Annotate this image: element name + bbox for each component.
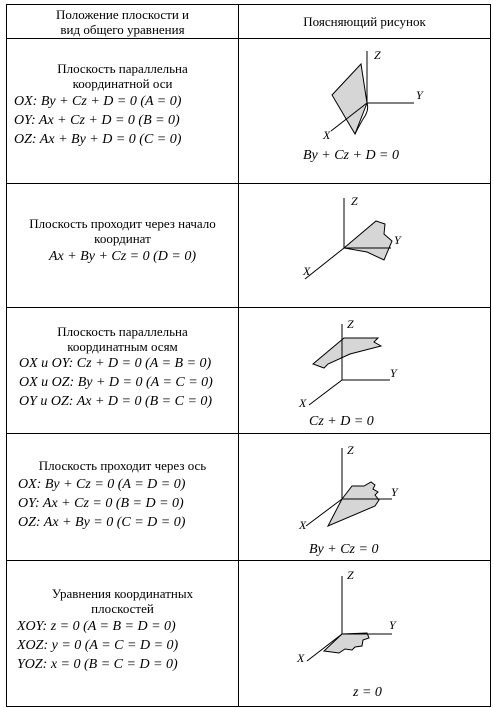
row5-title-line1: Уравнения координатных [51,586,194,601]
row2-description [7,184,239,308]
table-row [7,434,491,561]
row2-x-axis [305,248,344,279]
row5-figure [239,561,491,707]
row3-figure [239,308,491,434]
row4-y-label: Y [391,485,398,499]
table-row [7,39,491,184]
row3-formulas [19,354,238,411]
row2-title-line1: Плоскость проходит через начало [29,216,216,231]
row1-caption: By + Cz + D = 0 [303,148,400,163]
row3-title-line2: координатным осям [67,339,178,354]
row3-formula-oxoy: OX и OY: Cz + D = 0 (A = B = 0) [19,356,212,371]
row1-title-line1: Плоскость параллельна [57,61,188,76]
row4-figure [239,434,491,561]
row5-y-label: Y [389,618,396,632]
header-left-line1: Положение плоскости и [55,6,190,22]
row4-description [7,434,239,561]
row5-caption: z = 0 [353,685,382,700]
header-position [7,5,239,39]
row5-formulas [17,617,238,674]
row2-diagram [239,184,490,308]
row1-x-label: X [323,128,331,142]
row5-formula-xoy: XOY: z = 0 (A = B = D = 0) [17,619,176,634]
row2-formulas [7,247,238,266]
row3-plane [313,338,381,368]
row2-title [7,216,238,246]
row2-plane [344,221,392,260]
row3-title [7,324,238,354]
row3-title-line1: Плоскость параллельна [57,324,188,339]
row5-x-label: X [297,651,305,665]
row4-title-line1: Плоскость проходит через ось [38,458,207,473]
row3-description [7,308,239,434]
row4-formula-ox: OX: By + Cz = 0 (A = D = 0) [18,477,186,492]
row3-z-label: Z [347,317,354,331]
row3-formula-oyoz: OY и OZ: Ax + D = 0 (B = C = 0) [19,394,213,409]
row4-title [7,458,238,473]
row5-title [7,586,238,616]
row4-formula-oy: OY: Ax + Cz = 0 (B = D = 0) [18,496,184,511]
row1-formula-oz: OZ: Ax + By + D = 0 (C = 0) [14,132,182,147]
row3-x-label: X [299,396,307,410]
row3-formula-oxoz: OX и OZ: By + D = 0 (A = C = 0) [19,375,213,390]
header-left-line2: вид общего уравнения [60,21,185,37]
row4-z-label: Z [347,443,354,457]
row5-formula-yoz: YOZ: x = 0 (B = C = D = 0) [17,657,178,672]
planes-table [6,4,491,707]
row2-title-line2: координат [94,231,151,246]
row2-y-label: Y [394,233,401,247]
row2-z-label: Z [351,194,358,208]
row4-formulas [18,475,238,532]
row1-formulas [14,92,238,149]
row5-z-label: Z [347,568,354,582]
row2-x-label: X [303,264,311,278]
row5-title-line2: плоскостей [91,601,154,616]
row5-description [7,561,239,707]
table-row [7,184,491,308]
row1-description [7,39,239,184]
row1-title [7,61,238,91]
table-row [7,308,491,434]
row1-formula-oy: OY: Ax + Cz + D = 0 (B = 0) [14,113,180,128]
row4-formula-oz: OZ: Ax + By = 0 (C = D = 0) [18,515,186,530]
header-row [7,5,491,39]
row1-formula-ox: OX: By + Cz + D = 0 (A = 0) [14,94,182,109]
row2-formula: Ax + By + Cz = 0 (D = 0) [48,249,197,264]
row1-title-line2: координатной оси [72,76,173,91]
row4-x-label: X [299,518,307,532]
row3-caption: Cz + D = 0 [309,414,374,429]
row4-caption: By + Cz = 0 [309,542,379,557]
row2-figure [239,184,491,308]
row1-figure [239,39,491,184]
row1-z-label: Z [374,48,381,62]
header-right: Поясняющий рисунок [303,14,426,29]
row5-formula-xoz: XOZ: y = 0 (A = C = D = 0) [17,638,179,653]
row3-y-label: Y [390,366,397,380]
table-row [7,561,491,707]
row3-x-axis [309,380,342,405]
row1-plane [332,64,367,134]
header-figure [239,5,491,39]
row1-y-label: Y [416,88,423,102]
